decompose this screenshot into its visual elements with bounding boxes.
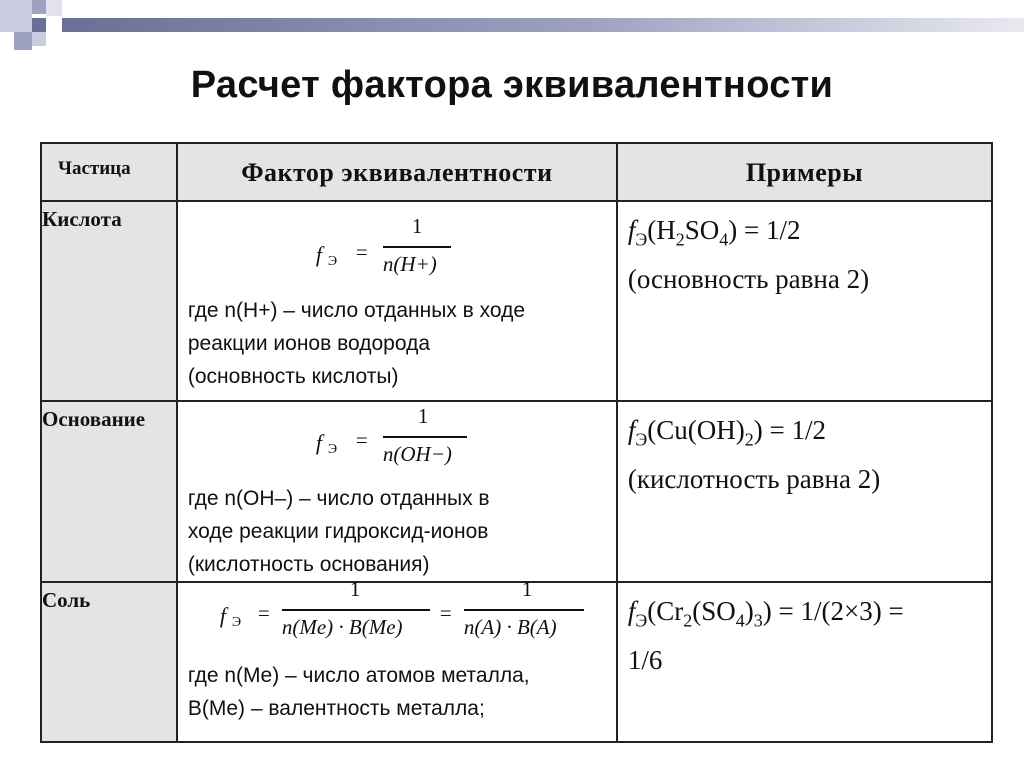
- decor-square-2: [32, 0, 46, 14]
- formula-salt: f Э = 1 n(Me) · B(Me) = 1 n(A) · B(A): [178, 583, 616, 659]
- header-particle: Частица: [41, 143, 177, 201]
- row-label-base: Основание: [41, 401, 177, 582]
- formula-acid: f Э = 1 n(H+): [178, 202, 616, 294]
- slide-title: Расчет фактора эквивалентности: [190, 64, 834, 106]
- formula-base: f Э = 1 n(OH−): [178, 402, 616, 482]
- decor-square-5: [14, 32, 32, 50]
- example-salt: $f_Э(Cr_2(SO_4)_3) = 1/(2\times 3)$ = 1/6: [627, 596, 904, 676]
- decor-square-6: [32, 32, 46, 46]
- cell-factor-base: [177, 401, 617, 582]
- cell-factor-salt: [177, 577, 617, 742]
- cell-example-acid: [617, 201, 992, 401]
- header-examples: Примеры: [617, 143, 992, 201]
- row-label-acid: Кислота: [41, 201, 177, 401]
- example-base: $f_Э(Cu(OH)_2) = 1/2$ (кислотность равна 2): [627, 415, 881, 495]
- description-salt: где n(Me) – число атомов металла, B(Me) – валентность металла;: [187, 664, 530, 720]
- example-acid: $f_Э(H_2SO_4) = 1/2$ (основность равна 2): [627, 215, 870, 295]
- description-base: где n(OH–) – число отданных в ходе реакции гидроксид-ионов (кислотность основания): [187, 487, 490, 576]
- decor-square-1: [0, 0, 32, 32]
- equivalence-factor-table: [40, 142, 993, 743]
- description-acid: где n(H+) – число отданных в ходе реакции ионов водорода (основность кислоты): [187, 299, 526, 388]
- cell-example-base: [617, 401, 992, 582]
- cell-example-salt: [617, 582, 992, 742]
- decor-square-3: [46, 0, 62, 16]
- header-factor: Фактор эквивалентности: [177, 143, 617, 201]
- header-bar: [62, 18, 1024, 32]
- row-label-salt: Соль: [41, 582, 177, 742]
- cell-factor-acid: [177, 201, 617, 401]
- decor-square-4: [32, 18, 46, 32]
